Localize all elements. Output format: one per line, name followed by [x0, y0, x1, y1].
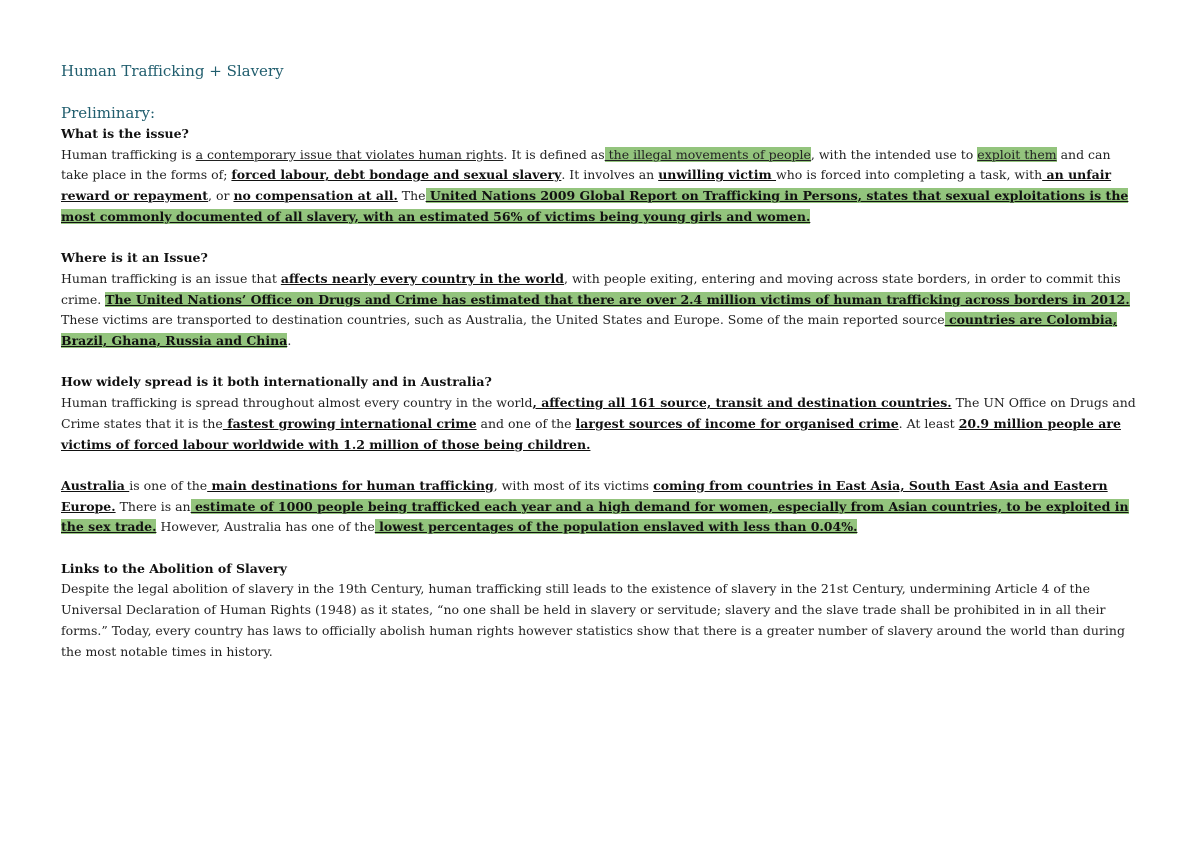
emphasized-text: no compensation at all.: [233, 188, 398, 204]
emphasized-text: main destinations for human trafficking: [207, 477, 494, 493]
section-heading: How widely spread is it both internationally and in Australia?: [61, 374, 492, 390]
highlighted-text: exploit them: [977, 146, 1057, 162]
highlighted-text: lowest percentages of the population enslaved with less than 0.04%.: [374, 519, 858, 535]
text-segment: .: [287, 333, 292, 349]
section: [61, 248, 1141, 352]
section: [61, 559, 1141, 663]
text-segment: , with the intended use to: [810, 146, 978, 162]
document-subtitle: Preliminary:: [61, 104, 156, 122]
text-segment: These victims are transported to destination countries, such as Australia, the United States and Europe. Some of the main reported source: [61, 312, 945, 328]
section: [61, 124, 1141, 228]
section-paragraph: [61, 579, 1141, 662]
document-body: [61, 60, 1141, 683]
section-paragraph: [61, 269, 1141, 352]
emphasized-text: Australia: [61, 477, 130, 493]
emphasized-text: largest sources of income for organised crime: [575, 415, 899, 431]
text-segment: Despite the legal abolition of slavery in the 19th Century, human trafficking still leads to the existence of slavery in the 21st Century, undermining Article 4 of the Universal Declaration of Human Rights (1948) as it states, “no one shall be held in slavery or servitude; slavery and the slave trade shall be prohibited in in all their forms.” Today, every country has laws to officially abolish human rights however statistics show that there is a greater number of slavery around the world than during the most notable times in history.: [61, 581, 1125, 659]
section-heading: What is the issue?: [61, 126, 189, 141]
highlighted-text: estimate of 1000 people being trafficked each year and a high demand for women, especially from Asian countries, to be exploited in the sex trade.: [61, 498, 1129, 535]
text-segment: Human trafficking is: [61, 146, 196, 162]
text-segment: The: [397, 188, 426, 204]
emphasized-text: forced labour, debt bondage and sexual slavery: [231, 167, 562, 183]
highlighted-text: the illegal movements of people: [604, 146, 811, 162]
emphasized-text: , affecting all 161 source, transit and destination countries.: [532, 395, 952, 411]
text-segment: , with most of its victims: [493, 477, 654, 493]
text-segment: . It is defined as: [503, 146, 605, 162]
text-segment: , with people exiting, entering and moving across state borders, in order to commit this crime.: [61, 270, 1121, 307]
text-segment: , or: [208, 188, 234, 204]
document-title: Human Trafficking + Slavery: [61, 62, 284, 80]
section-heading: Where is it an Issue?: [61, 250, 208, 266]
text-segment: who is forced into completing a task, with: [776, 167, 1043, 183]
section: [61, 476, 1141, 538]
emphasized-text: fastest growing international crime: [222, 415, 477, 431]
emphasized-text: an unfair reward or repayment: [61, 167, 1112, 204]
highlighted-text: The United Nations’ Office on Drugs and Crime has estimated that there are over 2.4 million victims of human trafficking across borders in 2012.: [105, 291, 1130, 307]
section-paragraph: [61, 393, 1141, 455]
emphasized-text: 20.9 million people are victims of forced labour worldwide with 1.2 million of those being children.: [61, 415, 1121, 452]
emphasized-text: affects nearly every country in the world: [280, 270, 565, 286]
text-segment: and one of the: [476, 415, 576, 431]
text-segment: . At least: [898, 415, 959, 431]
highlighted-text: United Nations 2009 Global Report on Trafficking in Persons, states that sexual exploitations is the most commonly documented of all slavery, with an estimated 56% of victims being young girls and women.: [61, 188, 1129, 224]
section-heading: Links to the Abolition of Slavery: [61, 560, 287, 576]
text-segment: a contemporary issue that violates human rights: [195, 146, 504, 162]
emphasized-text: coming from countries in East Asia, South East Asia and Eastern Europe.: [61, 477, 1108, 514]
text-segment: is one of the: [129, 477, 208, 493]
highlighted-text: countries are Colombia, Brazil, Ghana, Russia and China: [61, 312, 1118, 349]
sections-container: [61, 124, 1141, 662]
section-paragraph: [61, 145, 1141, 228]
section: [61, 372, 1141, 455]
emphasized-text: unwilling victim: [658, 167, 777, 183]
text-segment: Human trafficking is spread throughout almost every country in the world: [61, 395, 533, 411]
section-paragraph: [61, 476, 1141, 538]
text-segment: Human trafficking is an issue that: [61, 270, 281, 286]
text-segment: However, Australia has one of the: [156, 519, 375, 535]
text-segment: . It involves an: [561, 167, 659, 183]
text-segment: and can take place in the forms of;: [61, 146, 1111, 183]
text-segment: There is an: [115, 498, 191, 514]
text-segment: The UN Office on Drugs and Crime states that it is the: [61, 395, 1136, 431]
